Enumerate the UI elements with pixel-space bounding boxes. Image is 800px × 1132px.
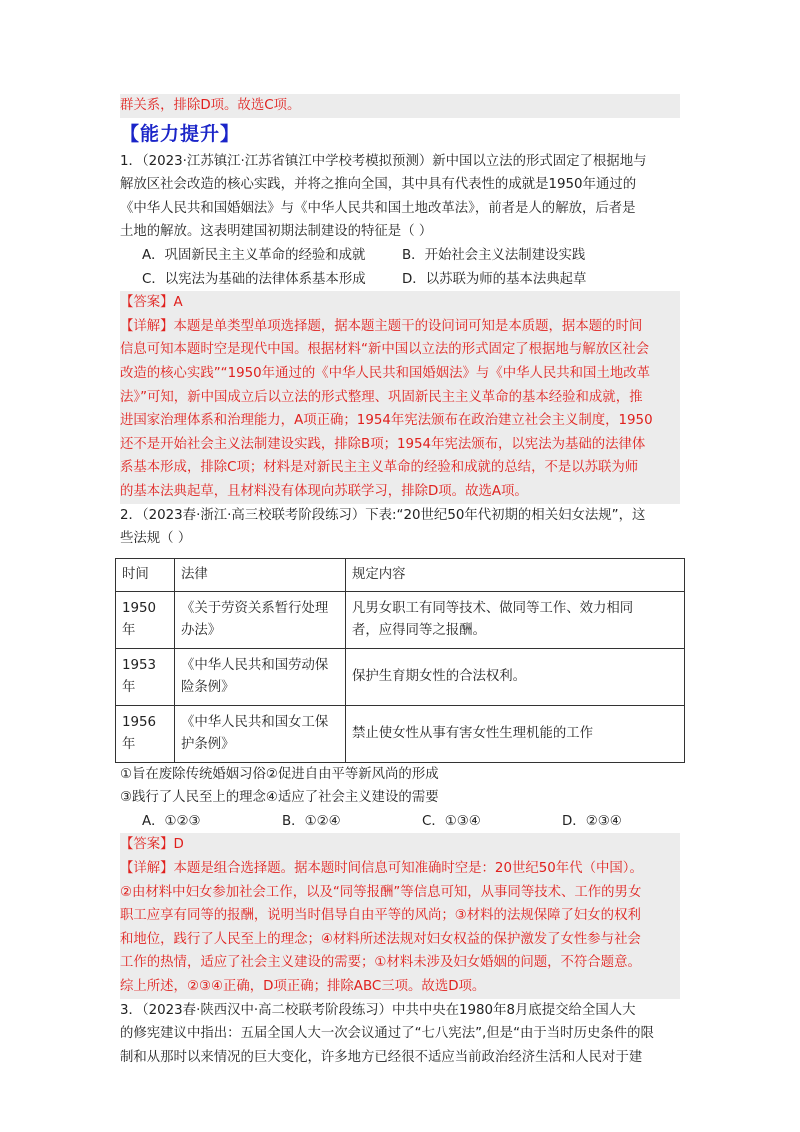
option-d: D．以苏联为师的基本法典起草: [402, 271, 587, 287]
law-text: 《中华人民共和国劳动保: [181, 657, 329, 673]
law-text: 险条例》: [181, 679, 235, 695]
section-title: 【能力提升】: [120, 122, 241, 145]
cell-year: [116, 648, 175, 705]
answer-block: [120, 291, 680, 503]
option-c: C．①③④: [422, 813, 481, 829]
option-c: C．以宪法为基础的法律体系基本形成: [142, 271, 366, 287]
question-stem-line: 1．（2023·江苏镇江·江苏省镇江中学校考模拟预测）新中国以立法的形式固定了根据地与: [120, 153, 647, 169]
explanation-line: 法》”可知，新中国成立后以立法的形式整理、巩固新民主主义革命的基本经验和成就，推: [120, 389, 643, 405]
document-page: [120, 94, 680, 1069]
content-text: 保护生育期女性的合法权利。: [352, 668, 527, 684]
explanation-line: 职工应享有同等的报酬，说明当时倡导自由平等的风尚；③材料的法规保障了妇女的权利: [120, 908, 641, 924]
cell-law: [175, 648, 346, 705]
option-b: B．①②④: [282, 813, 341, 829]
header-time: 时间: [116, 558, 175, 591]
option-d: D．②③④: [562, 813, 622, 829]
explanation-line: 【详解】本题是组合选择题。据本题时间信息可知准确时空是：20世纪50年代（中国）。: [120, 861, 643, 877]
explanation-line: 系基本形成，排除C项；材料是对新民主主义革命的经验和成就的总结，不是以苏联为师: [120, 460, 639, 476]
year-text: 1953: [122, 657, 157, 673]
year-unit: 年: [122, 736, 136, 752]
cell-year: [116, 705, 175, 762]
question-1: [120, 150, 680, 504]
question-3: [120, 999, 680, 1070]
cell-law: [175, 705, 346, 762]
table-row: [116, 648, 685, 705]
option-b: B．开始社会主义法制建设实践: [402, 247, 586, 263]
explanation-line: 改造的核心实践”“1950年通过的《中华人民共和国婚姻法》与《中华人民共和国土地改革: [120, 365, 651, 381]
content-text: 凡男女职工有同等技术、做同等工作、效力相同: [352, 600, 634, 616]
law-text: 《关于劳资关系暂行处理: [181, 600, 329, 616]
question-stem-line: 2．（2023春·浙江·高三校联考阶段练习）下表:“20世纪50年代初期的相关妇女法规”，这: [120, 507, 646, 523]
content-text: 者，应得同等之报酬。: [352, 622, 486, 638]
table-header-row: [116, 558, 685, 591]
question-stem-line: 些法规（ ）: [120, 531, 192, 547]
year-text: 1956: [122, 714, 157, 730]
question-stem-line: 解放区社会改造的核心实践，并将之推向全国，其中具有代表性的成就是1950年通过的: [120, 177, 637, 193]
options-row: [120, 268, 680, 292]
cell-content: [346, 648, 685, 705]
law-text: 护条例》: [181, 736, 235, 752]
previous-explanation-tail: 群关系，排除D项。故选C项。: [120, 94, 680, 118]
question-stem-line: 的修宪建议中指出：五届全国人大一次会议通过了“七八宪法”,但是“由于当时历史条件的限: [120, 1026, 654, 1042]
question-stem-line: 土地的解放。这表明建国初期法制建设的特征是（ ）: [120, 224, 433, 240]
law-text: 办法》: [181, 622, 222, 638]
answer-label: 【答案】D: [120, 837, 184, 853]
options-row: [120, 810, 680, 834]
options-row: [120, 244, 680, 268]
law-text: 《中华人民共和国女工保: [181, 714, 329, 730]
header-law: 法律: [175, 558, 346, 591]
question-2: [120, 504, 680, 999]
explanation-line: 进国家治理体系和治理能力，A项正确；1954年宪法颁布在政治建立社会主义制度，1950: [120, 413, 653, 429]
table-row: [116, 591, 685, 648]
explanation-line: 【详解】本题是单类型单项选择题，据本题主题干的设问词可知是本质题，据本题的时间: [120, 318, 643, 334]
explanation-line: 信息可知本题时空是现代中国。根据材料“新中国以立法的形式固定了根据地与解放区社会: [120, 342, 650, 358]
explanation-line: 和地位，践行了人民至上的理念；④材料所述法规对妇女权益的保护激发了女性参与社会: [120, 931, 641, 947]
year-unit: 年: [122, 622, 136, 638]
statement-line: ③践行了人民至上的理念④适应了社会主义建设的需要: [120, 790, 439, 806]
explanation-line: 的基本法典起草，且材料没有体现向苏联学习，排除D项。故选A项。: [120, 483, 528, 499]
explanation-line: ②由材料中妇女参加社会工作，以及“同等报酬”等信息可知，从事同等技术、工作的男女: [120, 884, 642, 900]
answer-label: 【答案】A: [120, 295, 183, 311]
header-content: 规定内容: [346, 558, 685, 591]
question-stem-line: 3．（2023春·陕西汉中·高二校联考阶段练习）中共中央在1980年8月底提交给全国人大: [120, 1002, 636, 1018]
year-text: 1950: [122, 600, 157, 616]
answer-block: [120, 833, 680, 998]
cell-content: [346, 705, 685, 762]
option-a: A．巩固新民主主义革命的经验和成就: [142, 247, 366, 263]
question-stem-line: 《中华人民共和国婚姻法》与《中华人民共和国土地改革法》，前者是人的解放，后者是: [120, 200, 636, 216]
cell-content: [346, 591, 685, 648]
cell-year: [116, 591, 175, 648]
option-a: A．①②③: [142, 813, 201, 829]
explanation-line: 工作的热情，适应了社会主义建设的需要；①材料未涉及妇女婚姻的问题，不符合题意。: [120, 955, 641, 971]
explanation-line: 综上所述，②③④正确，D项正确；排除ABC三项。故选D项。: [120, 979, 486, 995]
year-unit: 年: [122, 679, 136, 695]
question-stem-line: 制和从那时以来情况的巨大变化，许多地方已经很不适应当前政治经济生活和人民对于建: [120, 1049, 643, 1065]
table-row: [116, 705, 685, 762]
content-text: 禁止使女性从事有害女性生理机能的工作: [352, 725, 594, 741]
explanation-line: 还不是开始社会主义法制建设实践，排除B项；1954年宪法颁布，以宪法为基础的法律体: [120, 436, 646, 452]
law-table: [115, 558, 685, 763]
cell-law: [175, 591, 346, 648]
statement-line: ①旨在废除传统婚姻习俗②促进自由平等新风尚的形成: [120, 766, 439, 782]
